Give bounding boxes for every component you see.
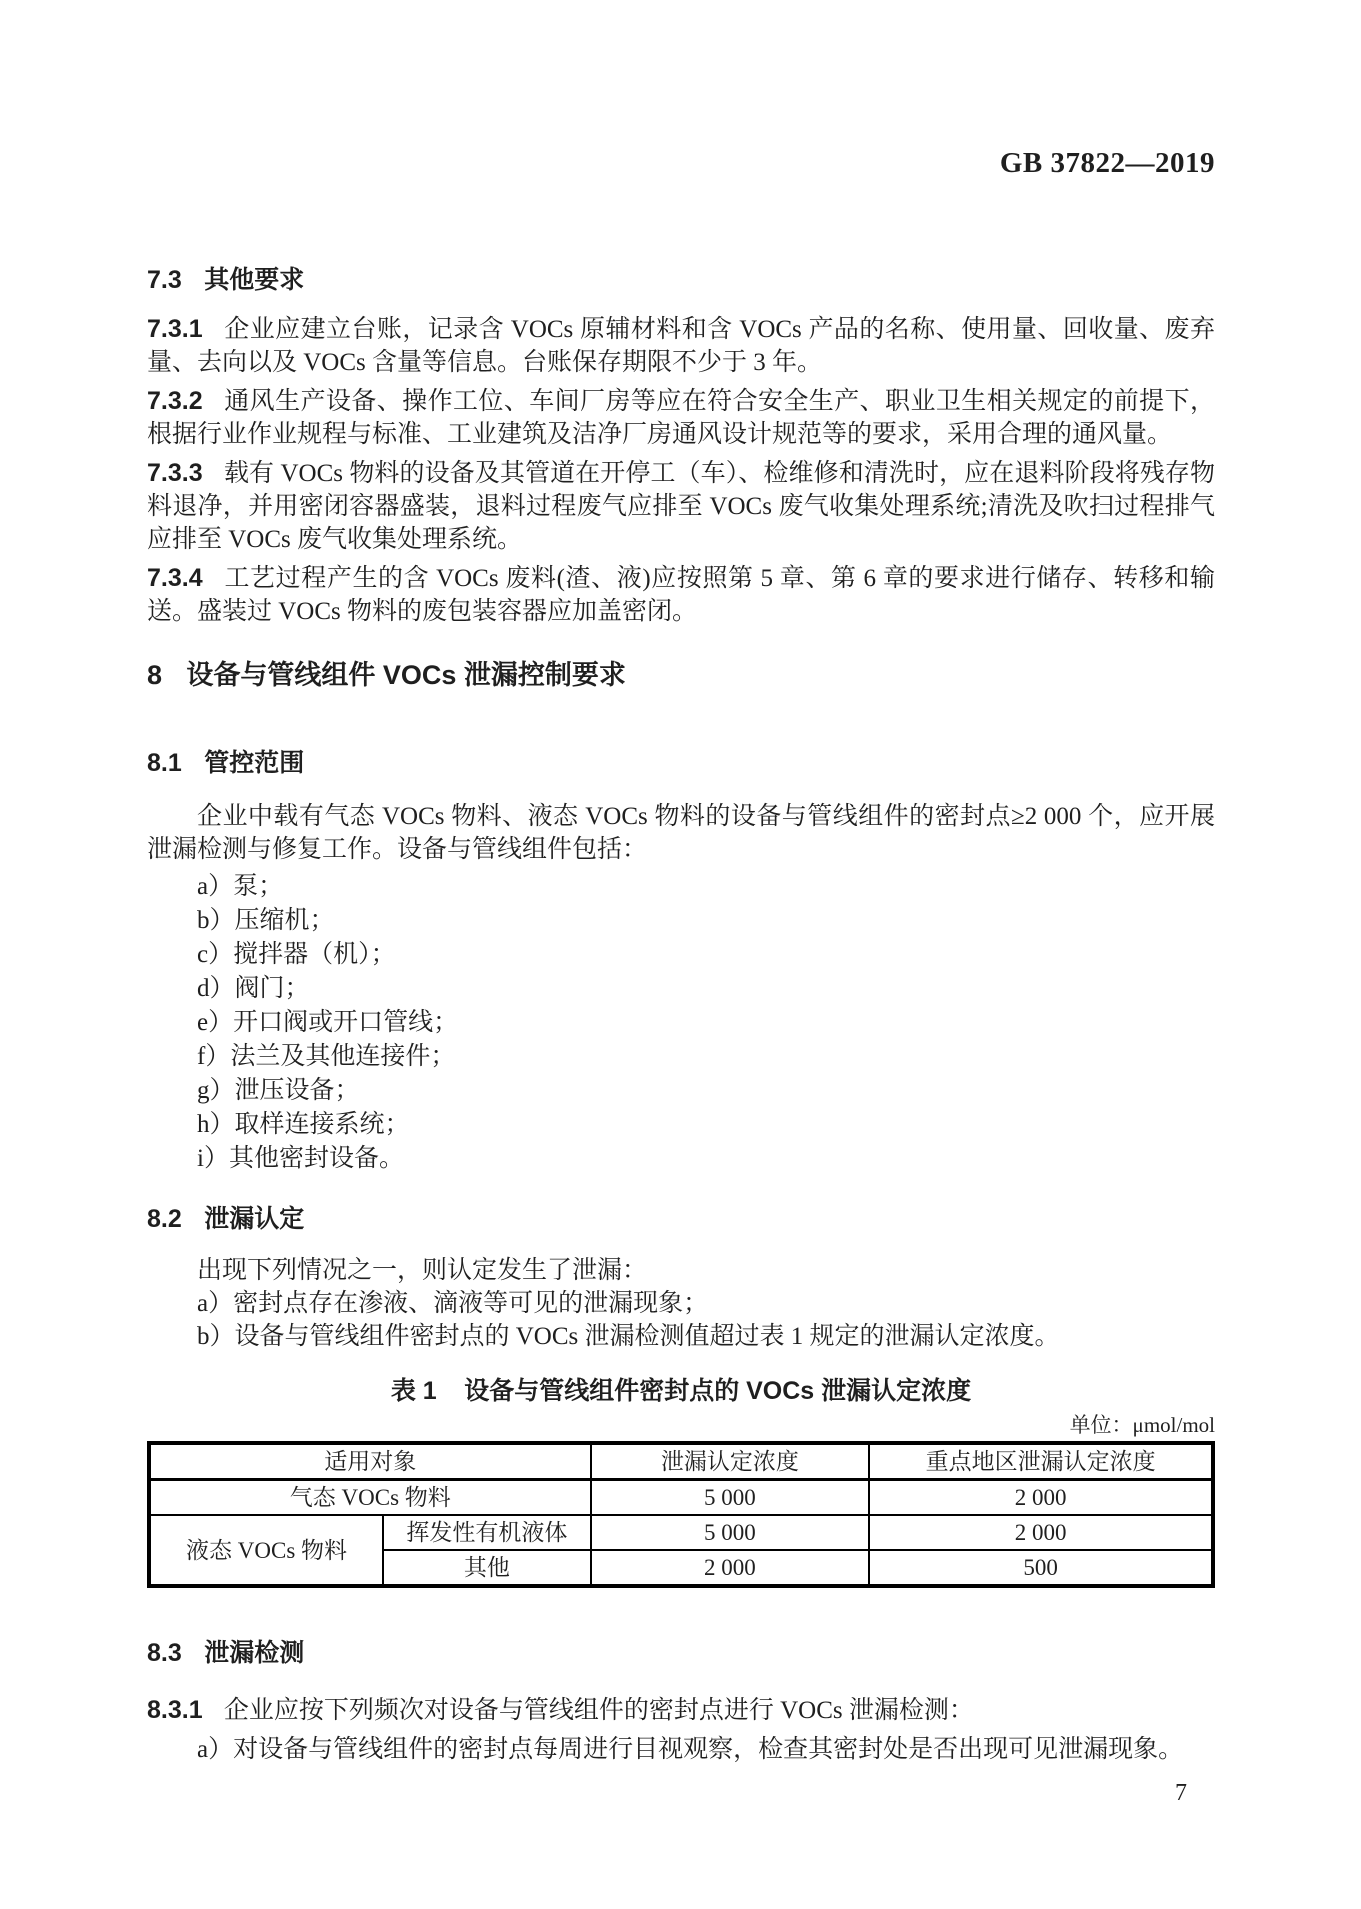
equipment-list-item: i）其他密封设备。 — [197, 1145, 404, 1172]
clause-7-3-3 — [147, 457, 1215, 556]
table-1 — [147, 1441, 1215, 1588]
equipment-list — [147, 866, 1215, 1176]
clause-text: 通风生产设备、操作工位、车间厂房等应在符合安全生产、职业卫生相关规定的前提下，根据行业作业规程与标准、工业建筑及洁净厂房通风设计规范等的要求，采用合理的通风量。 — [147, 388, 1215, 448]
equipment-list-item: h）取样连接系统； — [197, 1111, 410, 1138]
heading-8-3 — [147, 1638, 1215, 1668]
heading-8-2-title: 泄漏认定 — [204, 1205, 305, 1233]
col-header-key-region: 重点地区泄漏认定浓度 — [869, 1443, 1213, 1480]
clause-text: 载有 VOCs 物料的设备及其管道在开停工（车）、检维修和清洗时，应在退料阶段将残存物料退净，并用密闭容器盛装，退料过程废气应排至 VOCs 废气收集处理系统;清洗及吹扫过程排气应排至 VOCs 废气收集处理系统。 — [147, 460, 1215, 553]
table-1-unit: 单位：μmol/mol — [1069, 1413, 1215, 1437]
equipment-list-item: e）开口阀或开口管线； — [197, 1009, 459, 1036]
clause-number: 7.3.1 — [147, 315, 203, 343]
equipment-list-item: a）泵； — [197, 873, 284, 900]
cell-liquid-concentration: 5 000 — [591, 1515, 870, 1550]
cell-other-concentration: 2 000 — [591, 1550, 870, 1586]
heading-7-3 — [147, 265, 1215, 295]
col-header-concentration: 泄漏认定浓度 — [591, 1443, 870, 1480]
clause-number: 7.3.3 — [147, 459, 203, 487]
heading-8-1-title: 管控范围 — [204, 749, 305, 777]
col-header-target: 适用对象 — [149, 1443, 591, 1480]
leak-condition-item: b）设备与管线组件密封点的 VOCs 泄漏检测值超过表 1 规定的泄漏认定浓度。 — [197, 1323, 1060, 1350]
heading-8-3-title: 泄漏检测 — [204, 1639, 305, 1667]
table-1-caption-text: 设备与管线组件密封点的 VOCs 泄漏认定浓度 — [464, 1377, 972, 1405]
clause-7-3-1 — [147, 313, 1215, 379]
clause-7-3-4 — [147, 562, 1215, 628]
heading-8-1 — [147, 748, 1215, 778]
heading-8-title: 设备与管线组件 VOCs 泄漏控制要求 — [186, 660, 626, 690]
cell-liquid-target: 液态 VOCs 物料 — [149, 1515, 383, 1586]
heading-8 — [147, 658, 1215, 692]
heading-8-1-number: 8.1 — [147, 749, 182, 777]
para-8-1-intro: 企业中载有气态 VOCs 物料、液态 VOCs 物料的设备与管线组件的密封点≥2 000 个，应开展泄漏检测与修复工作。设备与管线组件包括： — [147, 803, 1215, 863]
heading-8-3-number: 8.3 — [147, 1639, 182, 1667]
equipment-list-item: b）压缩机； — [197, 907, 335, 934]
equipment-list-item: d）阀门； — [197, 975, 310, 1002]
equipment-list-item: f）法兰及其他连接件； — [197, 1043, 456, 1070]
cell-liquid-sub: 挥发性有机液体 — [383, 1515, 590, 1550]
clause-8-3-1 — [147, 1694, 1215, 1727]
clause-7-3-2 — [147, 385, 1215, 451]
clause-text: 企业应按下列频次对设备与管线组件的密封点进行 VOCs 泄漏检测： — [223, 1697, 974, 1724]
cell-gas-target: 气态 VOCs 物料 — [149, 1480, 591, 1516]
cell-other-sub: 其他 — [383, 1550, 590, 1586]
table-1-caption-label: 表 1 — [390, 1377, 437, 1405]
equipment-list-item: c）搅拌器（机）； — [197, 941, 396, 968]
cell-other-key-region: 500 — [869, 1550, 1213, 1586]
cell-liquid-key-region: 2 000 — [869, 1515, 1213, 1550]
heading-8-2 — [147, 1204, 1215, 1234]
table-1-caption — [147, 1377, 1215, 1405]
heading-8-2-number: 8.2 — [147, 1205, 182, 1233]
clause-text: 工艺过程产生的含 VOCs 废料(渣、液)应按照第 5 章、第 6 章的要求进行储存、转移和输送。盛装过 VOCs 物料的废包装容器应加盖密闭。 — [147, 565, 1215, 625]
clause-number: 7.3.2 — [147, 387, 203, 415]
para-8-2-intro: 出现下列情况之一，则认定发生了泄漏： — [197, 1257, 648, 1284]
heading-7-3-title: 其他要求 — [204, 266, 305, 294]
clause-number: 8.3.1 — [147, 1696, 203, 1724]
equipment-list-item: g）泄压设备； — [197, 1077, 360, 1104]
cell-gas-key-region: 2 000 — [869, 1480, 1213, 1516]
table-row-gas — [149, 1480, 1213, 1516]
heading-7-3-number: 7.3 — [147, 266, 182, 294]
heading-8-number: 8 — [147, 660, 163, 690]
cell-gas-concentration: 5 000 — [591, 1480, 870, 1516]
detection-frequency-item: a）对设备与管线组件的密封点每周进行目视观察，检查其密封处是否出现可见泄漏现象。 — [197, 1736, 1184, 1763]
table-1-header-row — [149, 1443, 1213, 1480]
clause-text: 企业应建立台账，记录含 VOCs 原辅材料和含 VOCs 产品的名称、使用量、回收量、废弃量、去向以及 VOCs 含量等信息。台账保存期限不少于 3 年。 — [147, 316, 1215, 376]
table-row-liquid-voc — [149, 1515, 1213, 1550]
clause-number: 7.3.4 — [147, 564, 203, 592]
leak-condition-item: a）密封点存在渗液、滴液等可见的泄漏现象； — [197, 1290, 709, 1317]
doc-number: GB 37822—2019 — [999, 147, 1215, 179]
page-number: 7 — [1175, 1780, 1187, 1806]
